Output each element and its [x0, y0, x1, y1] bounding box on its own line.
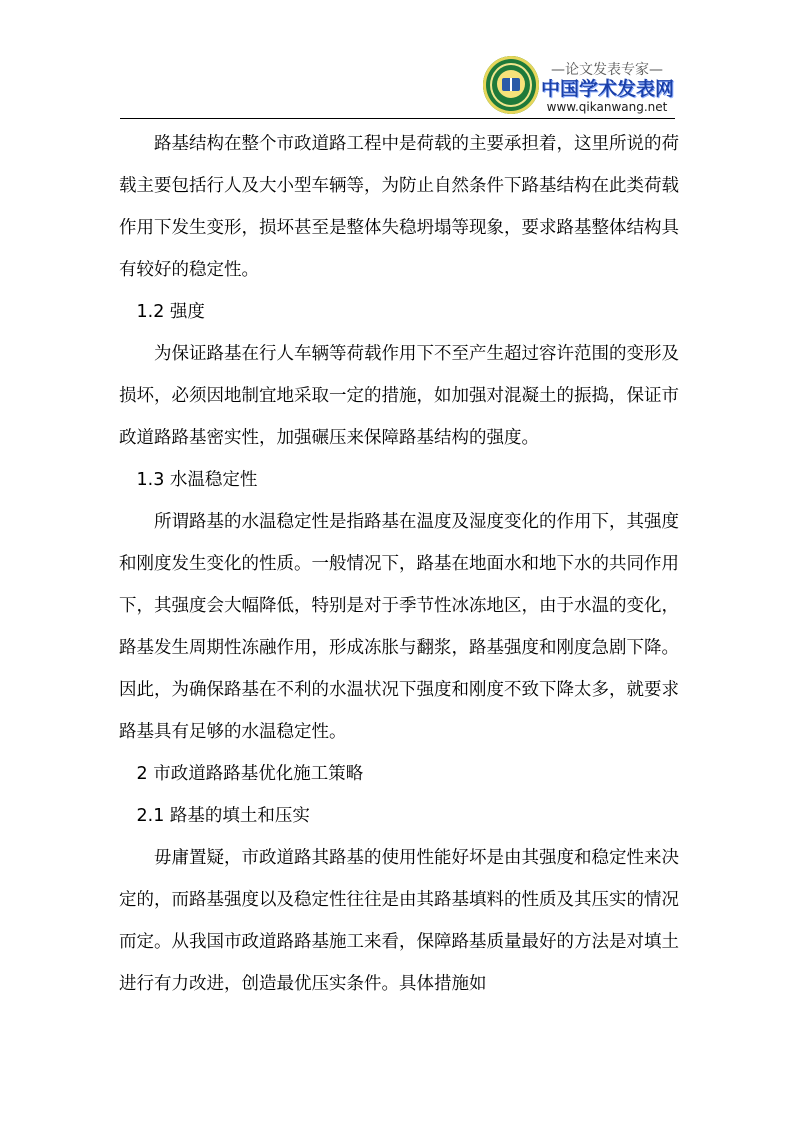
- paragraph-filling-compaction: 毋庸置疑，市政道路其路基的使用性能好坏是由其强度和稳定性来决定的，而路基强度以及稳定性往往是由其路基填料的性质及其压实的情况而定。从我国市政道路路基施工来看，保障路基质量最好的方法是对填土进行有力改进，创造最优压实条件。具体措施如: [119, 848, 679, 994]
- logo-brand: 中国学术发表网: [541, 78, 675, 100]
- section-heading-1-2: 1.2 强度: [136, 302, 205, 322]
- publisher-logo: [483, 56, 673, 116]
- section-heading-2-1: 2.1 路基的填土和压实: [136, 806, 310, 826]
- paragraph-strength: 为保证路基在行人车辆等荷载作用下不至产生超过容许范围的变形及损坏，必须因地制宜地采取一定的措施，如加强对混凝土的振捣，保证市政道路路基密实性，加强碾压来保障路基结构的强度。: [119, 344, 679, 448]
- header-divider: [120, 118, 675, 119]
- book-icon: [502, 78, 520, 91]
- seal-icon: [483, 56, 539, 114]
- section-heading-1-3: 1.3 水温稳定性: [136, 470, 258, 490]
- logo-tagline: —论文发表专家—: [551, 62, 663, 78]
- logo-url: www.qikanwang.net: [546, 100, 668, 114]
- document-body: [119, 123, 679, 1005]
- paragraph-water-temperature-stability: 所谓路基的水温稳定性是指路基在温度及湿度变化的作用下，其强度和刚度发生变化的性质。一般情况下，路基在地面水和地下水的共同作用下，其强度会大幅降低，特别是对于季节性冰冻地区，由于水温的变化，路基发生周期性冻融作用，形成冻胀与翻浆，路基强度和刚度急剧下降。因此，为确保路基在不利的水温状况下强度和刚度不致下降太多，就要求路基具有足够的水温稳定性。: [119, 512, 679, 742]
- section-heading-2: 2 市政道路路基优化施工策略: [136, 764, 364, 784]
- paragraph-subgrade-load: 路基结构在整个市政道路工程中是荷载的主要承担着，这里所说的荷载主要包括行人及大小型车辆等，为防止自然条件下路基结构在此类荷载作用下发生变形，损坏甚至是整体失稳坍塌等现象，要求路基整体结构具有较好的稳定性。: [119, 134, 679, 280]
